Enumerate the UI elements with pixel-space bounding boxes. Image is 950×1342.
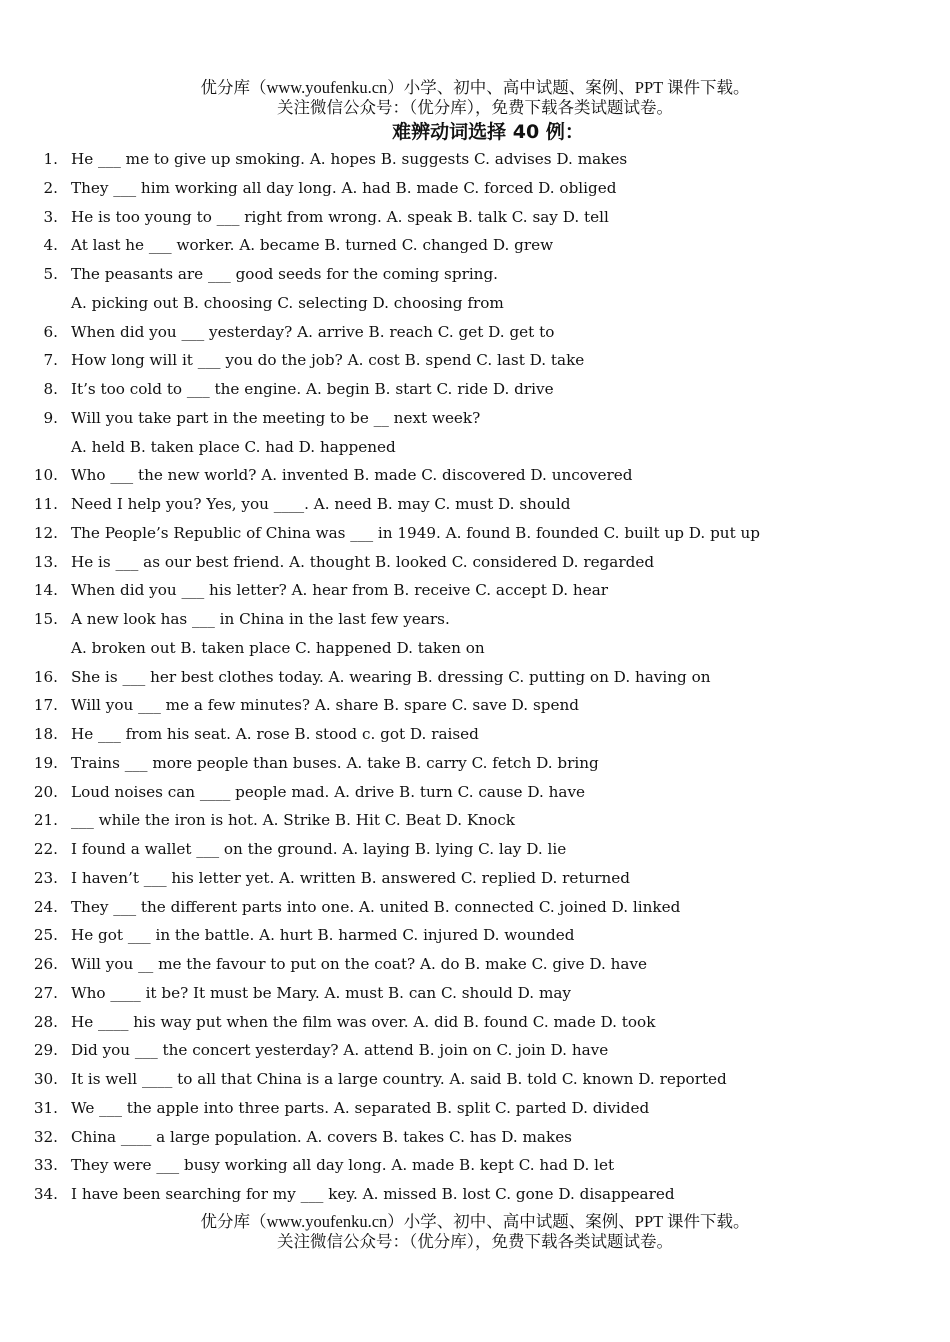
question-text: He ___ from his seat. A. rose B. stood c. got D. raised	[71, 725, 479, 743]
question-number: 8.	[43, 380, 58, 398]
question-number: 31.	[33, 1098, 58, 1117]
question-text: He is too young to ___ right from wrong. A. speak B. talk C. say D. tell	[71, 207, 609, 226]
question-number: 2.	[43, 178, 58, 197]
question-number: 18.	[33, 725, 58, 743]
question-number: 10.	[33, 466, 58, 485]
question-text: Will you __ me the favour to put on the coat? A. do B. make C. give D. have	[71, 955, 648, 973]
question-text: Did you ___ the concert yesterday? A. attend B. join on C. join D. have	[71, 1041, 609, 1060]
question-number: 3.	[43, 207, 58, 226]
question-number: 34.	[33, 1185, 58, 1203]
question-number: 17.	[33, 696, 58, 715]
header-wechat-line: 关注微信公众号：（优分库），免费下载各类试题试卷。	[277, 98, 673, 117]
question-text: I haven’t ___ his letter yet. A. written B. answered C. replied D. returned	[71, 868, 630, 887]
question-text: A. held B. taken place C. had D. happened	[71, 437, 396, 456]
question-text: The peasants are ___ good seeds for the coming spring.	[71, 265, 499, 283]
question-number: 14.	[33, 581, 58, 600]
question-text: It’s too cold to ___ the engine. A. begin B. start C. ride D. drive	[71, 380, 554, 398]
question-number: 33.	[33, 1156, 58, 1175]
question-text: Trains ___ more people than buses. A. take B. carry C. fetch D. bring	[71, 753, 599, 772]
question-text: How long will it ___ you do the job? A. cost B. spend C. last D. take	[71, 351, 585, 370]
question-text: They ___ him working all day long. A. had B. made C. forced D. obliged	[71, 178, 617, 197]
question-number: 16.	[33, 667, 58, 686]
page-footer	[0, 1212, 950, 1252]
question-number: 20.	[33, 782, 58, 801]
question-number: 27.	[33, 983, 58, 1002]
question-text: Will you ___ me a few minutes? A. share B. spare C. save D. spend	[71, 696, 579, 715]
question-text: He ___ me to give up smoking. A. hopes B. suggests C. advises D. makes	[71, 150, 628, 168]
question-number: 5.	[43, 265, 58, 283]
question-text: She is ___ her best clothes today. A. wearing B. dressing C. putting on D. having on	[71, 667, 711, 686]
question-text: Need I help you? Yes, you ____. A. need B. may C. must D. should	[71, 495, 571, 513]
question-number: 12.	[33, 523, 58, 542]
question-number: 28.	[33, 1012, 58, 1031]
question-text: Who ___ the new world? A. invented B. made C. discovered D. uncovered	[71, 466, 633, 485]
question-text: Loud noises can ____ people mad. A. drive B. turn C. cause D. have	[71, 782, 586, 801]
footer-wechat-line: 关注微信公众号：（优分库），免费下载各类试题试卷。	[277, 1232, 673, 1251]
question-text: At last he ___ worker. A. became B. turned C. changed D. grew	[71, 236, 554, 255]
question-text: When did you ___ his letter? A. hear from B. receive C. accept D. hear	[71, 581, 609, 600]
footer-site-line: 优分库（www.youfenku.cn）小学、初中、高中试题、案例、PPT 课件下载。	[200, 1212, 750, 1231]
question-number: 22.	[33, 840, 58, 858]
question-number: 1.	[43, 150, 58, 168]
question-text: They ___ the different parts into one. A. united B. connected C. joined D. linked	[71, 897, 681, 916]
question-text: They were ___ busy working all day long. A. made B. kept C. had D. let	[71, 1156, 615, 1175]
question-number: 11.	[33, 495, 58, 513]
question-text: China ____ a large population. A. covers B. takes C. has D. makes	[71, 1127, 572, 1146]
question-number: 23.	[33, 868, 58, 887]
question-number: 32.	[33, 1127, 58, 1146]
question-text: The People’s Republic of China was ___ in 1949. A. found B. founded C. built up D. put up	[71, 523, 761, 542]
page-header	[0, 78, 950, 118]
question-text: A. picking out B. choosing C. selecting D. choosing from	[71, 293, 504, 312]
question-text: ___ while the iron is hot. A. Strike B. Hit C. Beat D. Knock	[71, 811, 515, 830]
question-number: 25.	[33, 926, 58, 945]
question-number: 21.	[33, 811, 58, 830]
question-number: 24.	[33, 897, 58, 916]
question-number: 29.	[33, 1041, 58, 1060]
question-text: We ___ the apple into three parts. A. separated B. split C. parted D. divided	[71, 1098, 650, 1117]
question-number: 4.	[43, 236, 58, 255]
question-number: 6.	[43, 322, 58, 341]
question-text: He ____ his way put when the film was over. A. did B. found C. made D. took	[71, 1012, 656, 1031]
question-text: I have been searching for my ___ key. A. missed B. lost C. gone D. disappeared	[71, 1185, 675, 1203]
question-text: He got ___ in the battle. A. hurt B. harmed C. injured D. wounded	[71, 926, 575, 945]
question-number: 13.	[33, 552, 58, 571]
question-number: 30.	[33, 1070, 58, 1088]
question-number: 19.	[33, 753, 58, 772]
question-number: 26.	[33, 955, 58, 973]
question-text: Who ____ it be? It must be Mary. A. must B. can C. should D. may	[71, 983, 571, 1002]
question-text: I found a wallet ___ on the ground. A. laying B. lying C. lay D. lie	[71, 840, 567, 858]
question-number: 9.	[43, 408, 58, 427]
question-text: A new look has ___ in China in the last few years.	[71, 610, 450, 628]
question-number: 7.	[43, 351, 58, 370]
header-site-line: 优分库（www.youfenku.cn）小学、初中、高中试题、案例、PPT 课件下载。	[200, 78, 750, 97]
question-text: Will you take part in the meeting to be __ next week?	[71, 408, 481, 427]
document-title: 难辨动词选择 40 例：	[392, 121, 584, 143]
question-text: It is well ____ to all that China is a large country. A. said B. told C. known D. reported	[71, 1070, 727, 1088]
question-text: A. broken out B. taken place C. happened D. taken on	[71, 638, 485, 657]
question-text: He is ___ as our best friend. A. thought B. looked C. considered D. regarded	[71, 552, 655, 571]
question-text: When did you ___ yesterday? A. arrive B. reach C. get D. get to	[71, 322, 555, 341]
question-number: 15.	[33, 610, 58, 628]
